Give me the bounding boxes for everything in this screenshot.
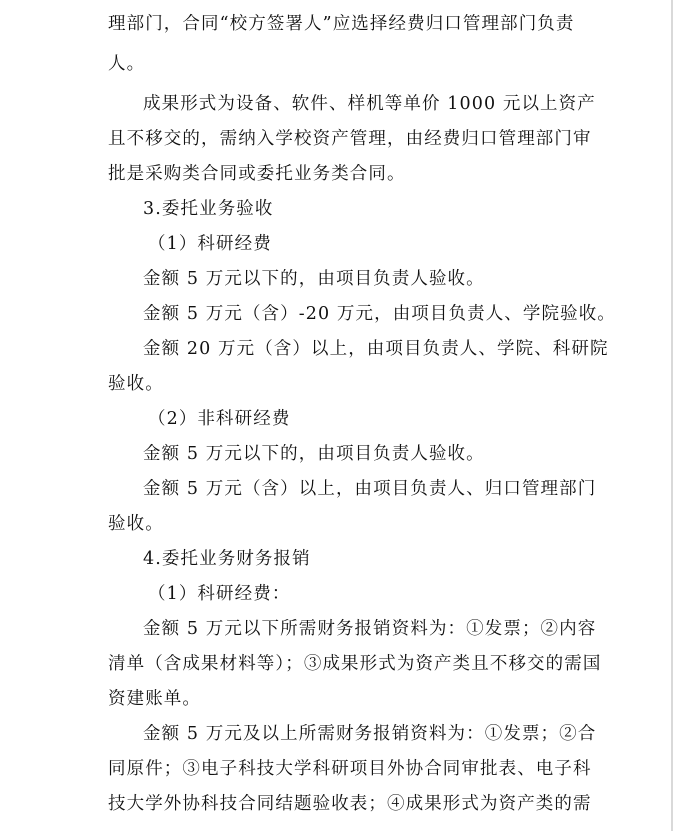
text-line: 批是采购类合同或委托业务类合同。: [108, 164, 406, 184]
subsection-heading: （1）科研经费: [148, 234, 272, 254]
text-line: 同原件；③电子科技大学科研项目外协合同审批表、电子科: [108, 759, 592, 779]
text-line: 金额 20 万元（含）以上，由项目负责人、学院、科研院: [143, 339, 609, 359]
subsection-heading: （1）科研经费：: [148, 584, 291, 604]
text-line: 清单（含成果材料等）；③成果形式为资产类且不移交的需国: [108, 654, 602, 674]
text-line: 金额 5 万元以下的，由项目负责人验收。: [143, 444, 485, 464]
text-line: 且不移交的，需纳入学校资产管理，由经费归口管理部门审: [108, 129, 592, 149]
text-line: 验收。: [108, 374, 164, 394]
text-line: 金额 5 万元（含）-20 万元，由项目负责人、学院验收。: [143, 304, 616, 324]
section-heading: 3.委托业务验收: [143, 199, 274, 219]
subsection-heading: （2）非科研经费: [148, 409, 291, 429]
text-line: 金额 5 万元以下所需财务报销资料为：①发票；②内容: [143, 619, 597, 639]
text-line: 理部门，合同“校方签署人”应选择经费归口管理部门负责: [108, 14, 575, 34]
section-heading: 4.委托业务财务报销: [143, 549, 311, 569]
text-line: 金额 5 万元以下的，由项目负责人验收。: [143, 269, 485, 289]
text-line: 人。: [108, 54, 146, 74]
text-line: 技大学外协科技合同结题验收表；④成果形式为资产类的需: [108, 794, 592, 814]
text-line: 金额 5 万元（含）以上，由项目负责人、归口管理部门: [143, 479, 597, 499]
text-line: 资建账单。: [108, 689, 201, 709]
text-line: 验收。: [108, 514, 164, 534]
text-line: 成果形式为设备、软件、样机等单价 1000 元以上资产: [143, 94, 596, 114]
text-line: 金额 5 万元及以上所需财务报销资料为：①发票；②合: [143, 724, 597, 744]
